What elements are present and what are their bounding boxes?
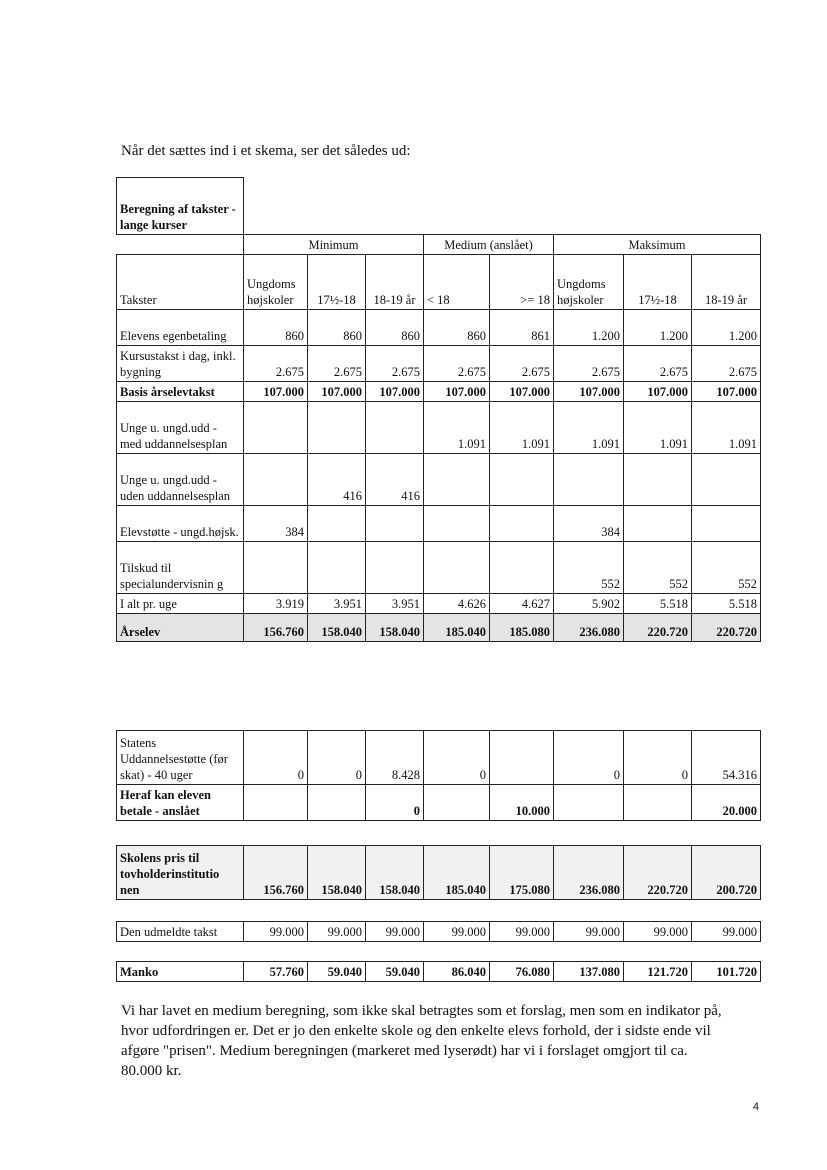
value-cell: 156.760 bbox=[244, 614, 308, 642]
value-cell: 121.720 bbox=[624, 962, 692, 982]
table-row bbox=[117, 846, 761, 900]
value-cell: 220.720 bbox=[624, 614, 692, 642]
value-cell: 99.000 bbox=[308, 922, 366, 942]
value-cell: 158.040 bbox=[366, 846, 424, 900]
main-rate-table bbox=[116, 177, 761, 642]
value-cell: 20.000 bbox=[692, 785, 761, 821]
value-cell: 416 bbox=[308, 454, 366, 506]
value-cell: 0 bbox=[244, 731, 308, 785]
value-cell: 1.200 bbox=[692, 310, 761, 346]
fee-table bbox=[116, 921, 761, 942]
value-cell: 552 bbox=[624, 542, 692, 594]
value-cell: 99.000 bbox=[424, 922, 490, 942]
value-cell: 0 bbox=[554, 731, 624, 785]
value-cell bbox=[424, 542, 490, 594]
value-cell bbox=[692, 506, 761, 542]
value-cell: 107.000 bbox=[624, 382, 692, 402]
header-cell: Takster bbox=[117, 255, 244, 310]
table-row bbox=[117, 594, 761, 614]
value-cell: 101.720 bbox=[692, 962, 761, 982]
row-label: Unge u. ungd.udd - uden uddannelsesplan bbox=[117, 454, 244, 506]
value-cell: 107.000 bbox=[490, 382, 554, 402]
value-cell bbox=[424, 785, 490, 821]
value-cell bbox=[490, 731, 554, 785]
group-minimum: Minimum bbox=[244, 235, 424, 255]
value-cell: 1.200 bbox=[554, 310, 624, 346]
header-cell: Ungdoms højskoler bbox=[244, 255, 308, 310]
value-cell: 175.080 bbox=[490, 846, 554, 900]
value-cell: 4.626 bbox=[424, 594, 490, 614]
row-label: Kursustakst i dag, inkl. bygning bbox=[117, 346, 244, 382]
value-cell bbox=[366, 506, 424, 542]
value-cell: 0 bbox=[624, 731, 692, 785]
value-cell: 156.760 bbox=[244, 846, 308, 900]
value-cell: 185.040 bbox=[424, 846, 490, 900]
value-cell bbox=[424, 506, 490, 542]
value-cell: 107.000 bbox=[424, 382, 490, 402]
value-cell bbox=[244, 454, 308, 506]
value-cell: 5.518 bbox=[692, 594, 761, 614]
group-medium: Medium (anslået) bbox=[424, 235, 554, 255]
value-cell: 3.951 bbox=[366, 594, 424, 614]
value-cell bbox=[308, 402, 366, 454]
value-cell: 5.902 bbox=[554, 594, 624, 614]
value-cell bbox=[424, 454, 490, 506]
row-label: Heraf kan eleven betale - anslået bbox=[117, 785, 244, 821]
value-cell: 10.000 bbox=[490, 785, 554, 821]
value-cell: 384 bbox=[554, 506, 624, 542]
support-table bbox=[116, 730, 761, 821]
value-cell: 3.919 bbox=[244, 594, 308, 614]
value-cell: 99.000 bbox=[624, 922, 692, 942]
header-cell: < 18 bbox=[424, 255, 490, 310]
value-cell: 860 bbox=[424, 310, 490, 346]
table-row bbox=[117, 542, 761, 594]
value-cell: 1.091 bbox=[490, 402, 554, 454]
row-label: Tilskud til specialundervisnin g bbox=[117, 542, 244, 594]
row-label: Skolens pris til tovholderinstitutio nen bbox=[117, 846, 244, 900]
row-label: Unge u. ungd.udd - med uddannelsesplan bbox=[117, 402, 244, 454]
value-cell bbox=[692, 454, 761, 506]
value-cell: 1.091 bbox=[624, 402, 692, 454]
row-label: Basis årselevtakst bbox=[117, 382, 244, 402]
value-cell bbox=[244, 542, 308, 594]
value-cell: 220.720 bbox=[624, 846, 692, 900]
value-cell: 2.675 bbox=[624, 346, 692, 382]
value-cell: 107.000 bbox=[366, 382, 424, 402]
value-cell bbox=[624, 454, 692, 506]
value-cell bbox=[308, 785, 366, 821]
value-cell: 0 bbox=[424, 731, 490, 785]
value-cell bbox=[366, 402, 424, 454]
value-cell: 5.518 bbox=[624, 594, 692, 614]
value-cell: 552 bbox=[554, 542, 624, 594]
value-cell: 0 bbox=[308, 731, 366, 785]
table-row bbox=[117, 454, 761, 506]
value-cell: 2.675 bbox=[490, 346, 554, 382]
value-cell: 57.760 bbox=[244, 962, 308, 982]
value-cell: 158.040 bbox=[308, 614, 366, 642]
value-cell: 137.080 bbox=[554, 962, 624, 982]
value-cell: 1.200 bbox=[624, 310, 692, 346]
page-number: 4 bbox=[752, 1101, 759, 1113]
value-cell bbox=[244, 402, 308, 454]
value-cell: 1.091 bbox=[554, 402, 624, 454]
table-row bbox=[117, 922, 761, 942]
value-cell: 54.316 bbox=[692, 731, 761, 785]
value-cell: 2.675 bbox=[554, 346, 624, 382]
value-cell: 59.040 bbox=[366, 962, 424, 982]
value-cell: 185.040 bbox=[424, 614, 490, 642]
row-label: Statens Uddannelsestøtte (før skat) - 40 uger bbox=[117, 731, 244, 785]
value-cell: 860 bbox=[308, 310, 366, 346]
value-cell: 220.720 bbox=[692, 614, 761, 642]
row-label: Årselev bbox=[117, 614, 244, 642]
value-cell: 8.428 bbox=[366, 731, 424, 785]
table-row bbox=[117, 402, 761, 454]
value-cell: 1.091 bbox=[692, 402, 761, 454]
value-cell: 2.675 bbox=[244, 346, 308, 382]
header-cell: 17½-18 bbox=[624, 255, 692, 310]
row-label: Den udmeldte takst bbox=[117, 922, 244, 942]
value-cell: 99.000 bbox=[554, 922, 624, 942]
value-cell: 2.675 bbox=[366, 346, 424, 382]
table-row bbox=[117, 346, 761, 382]
row-label: Elevens egenbetaling bbox=[117, 310, 244, 346]
value-cell: 1.091 bbox=[424, 402, 490, 454]
value-cell: 107.000 bbox=[244, 382, 308, 402]
value-cell: 99.000 bbox=[692, 922, 761, 942]
header-cell: 17½-18 bbox=[308, 255, 366, 310]
value-cell: 158.040 bbox=[308, 846, 366, 900]
value-cell: 99.000 bbox=[490, 922, 554, 942]
value-cell: 861 bbox=[490, 310, 554, 346]
price-table bbox=[116, 845, 761, 900]
value-cell bbox=[490, 542, 554, 594]
value-cell: 416 bbox=[366, 454, 424, 506]
value-cell: 99.000 bbox=[366, 922, 424, 942]
header-cell: Ungdoms højskoler bbox=[554, 255, 624, 310]
value-cell: 4.627 bbox=[490, 594, 554, 614]
value-cell bbox=[554, 454, 624, 506]
conclusion-text: Vi har lavet en medium beregning, som ikke skal betragtes som et forslag, men som en indikator på, hvor udfordringen er. Det er jo den enkelte skole og den enkelte elevs forhold, der i sidste ende vil afgøre "prisen". Medium beregningen (markeret med lyserødt) har vi i forslaget omgjort til ca. 80.000 kr. bbox=[121, 1003, 722, 1079]
row-label: Manko bbox=[117, 962, 244, 982]
value-cell: 185.080 bbox=[490, 614, 554, 642]
value-cell bbox=[308, 506, 366, 542]
value-cell bbox=[624, 785, 692, 821]
value-cell: 76.080 bbox=[490, 962, 554, 982]
table-row bbox=[117, 506, 761, 542]
deficit-table bbox=[116, 961, 761, 982]
header-cell: >= 18 bbox=[490, 255, 554, 310]
value-cell: 2.675 bbox=[692, 346, 761, 382]
value-cell bbox=[308, 542, 366, 594]
value-cell bbox=[366, 542, 424, 594]
value-cell: 107.000 bbox=[692, 382, 761, 402]
header-cell: 18-19 år bbox=[366, 255, 424, 310]
value-cell: 59.040 bbox=[308, 962, 366, 982]
value-cell bbox=[244, 785, 308, 821]
header-row bbox=[117, 255, 761, 310]
value-cell: 2.675 bbox=[308, 346, 366, 382]
row-label: I alt pr. uge bbox=[117, 594, 244, 614]
table-row bbox=[117, 382, 761, 402]
table-row bbox=[117, 310, 761, 346]
value-cell: 384 bbox=[244, 506, 308, 542]
table-row bbox=[117, 614, 761, 642]
value-cell: 236.080 bbox=[554, 846, 624, 900]
header-cell: 18-19 år bbox=[692, 255, 761, 310]
value-cell: 107.000 bbox=[308, 382, 366, 402]
value-cell: 0 bbox=[366, 785, 424, 821]
group-maksimum: Maksimum bbox=[554, 235, 761, 255]
value-cell: 99.000 bbox=[244, 922, 308, 942]
table-row bbox=[117, 731, 761, 785]
value-cell: 2.675 bbox=[424, 346, 490, 382]
value-cell: 552 bbox=[692, 542, 761, 594]
value-cell bbox=[490, 454, 554, 506]
value-cell: 86.040 bbox=[424, 962, 490, 982]
table-row bbox=[117, 962, 761, 982]
value-cell: 107.000 bbox=[554, 382, 624, 402]
value-cell: 200.720 bbox=[692, 846, 761, 900]
value-cell bbox=[490, 506, 554, 542]
value-cell: 860 bbox=[244, 310, 308, 346]
value-cell bbox=[624, 506, 692, 542]
intro-text: Når det sættes ind i et skema, ser det således ud: bbox=[121, 143, 411, 159]
table-title: Beregning af takster - lange kurser bbox=[117, 178, 244, 235]
value-cell: 236.080 bbox=[554, 614, 624, 642]
row-label: Elevstøtte - ungd.højsk. bbox=[117, 506, 244, 542]
value-cell bbox=[554, 785, 624, 821]
value-cell: 3.951 bbox=[308, 594, 366, 614]
value-cell: 860 bbox=[366, 310, 424, 346]
value-cell: 158.040 bbox=[366, 614, 424, 642]
table-row bbox=[117, 785, 761, 821]
